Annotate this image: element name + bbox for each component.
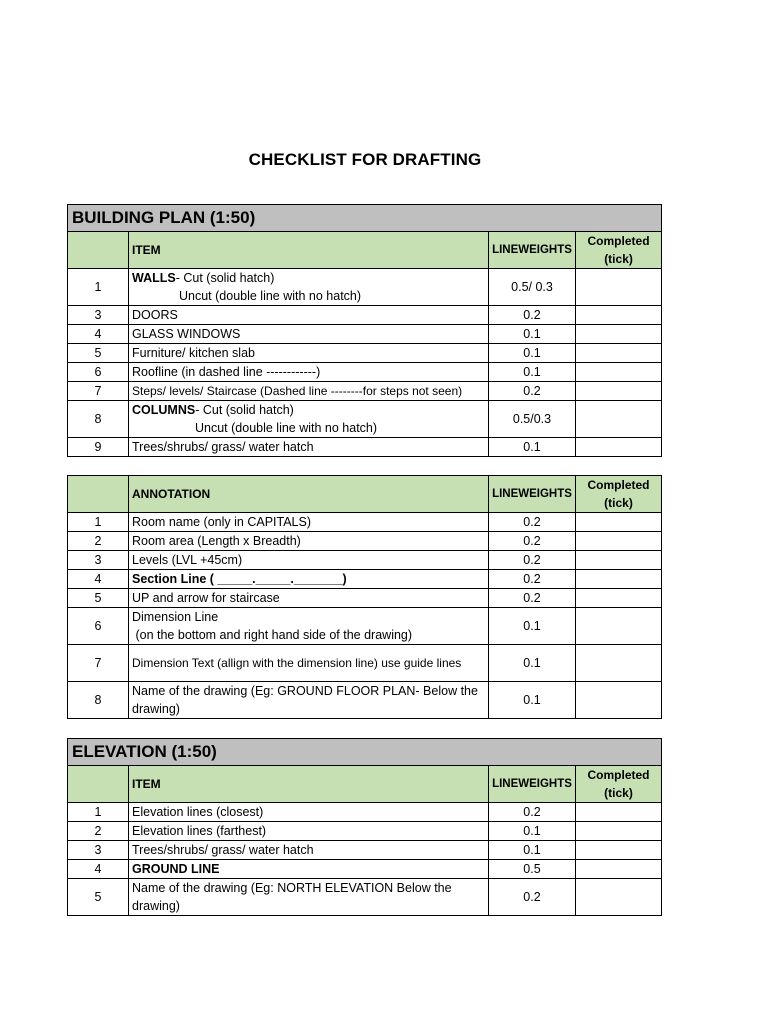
row-item: Trees/shrubs/ grass/ water hatch xyxy=(129,841,489,860)
row-num: 3 xyxy=(68,551,129,570)
header-completed xyxy=(576,476,662,513)
table-header xyxy=(68,476,662,513)
row-item: Levels (LVL +45cm) xyxy=(129,551,489,570)
header-completed-line2: (tick) xyxy=(604,786,633,800)
row-num: 4 xyxy=(68,860,129,879)
header-lineweights: LINEWEIGHTS xyxy=(489,232,576,269)
row-item: Name of the drawing (Eg: GROUND FLOOR PLAN- Below the drawing) xyxy=(129,682,489,719)
row-num: 8 xyxy=(68,682,129,719)
row-item-text: - Cut (solid hatch) xyxy=(175,271,275,285)
table-row xyxy=(68,570,662,589)
row-completed-cell[interactable] xyxy=(576,513,662,532)
row-item: GROUND LINE xyxy=(129,860,489,879)
row-completed-cell[interactable] xyxy=(576,570,662,589)
row-num: 6 xyxy=(68,608,129,645)
row-lineweight: 0.2 xyxy=(489,513,576,532)
section-title: BUILDING PLAN (1:50) xyxy=(68,205,662,232)
row-item: Room name (only in CAPITALS) xyxy=(129,513,489,532)
row-lineweight: 0.2 xyxy=(489,306,576,325)
row-lineweight: 0.1 xyxy=(489,438,576,457)
annotation-table xyxy=(67,475,661,719)
table-row xyxy=(68,879,662,916)
row-lineweight: 0.2 xyxy=(489,382,576,401)
row-item: DOORS xyxy=(129,306,489,325)
row-num: 6 xyxy=(68,363,129,382)
row-lineweight: 0.5 xyxy=(489,860,576,879)
row-item-text: Dimension Line xyxy=(132,610,219,624)
table-row xyxy=(68,344,662,363)
elevation-table xyxy=(67,738,661,916)
row-completed-cell[interactable] xyxy=(576,589,662,608)
table-row xyxy=(68,589,662,608)
table-row xyxy=(68,822,662,841)
table-row xyxy=(68,645,662,682)
header-num xyxy=(68,766,129,803)
row-completed-cell[interactable] xyxy=(576,822,662,841)
row-item xyxy=(129,269,489,306)
row-lineweight: 0.2 xyxy=(489,551,576,570)
header-lineweights: LINEWEIGHTS xyxy=(489,766,576,803)
row-num: 2 xyxy=(68,822,129,841)
page-title: CHECKLIST FOR DRAFTING xyxy=(248,150,482,169)
table-row xyxy=(68,325,662,344)
row-completed-cell[interactable] xyxy=(576,803,662,822)
row-lineweight: 0.1 xyxy=(489,325,576,344)
row-completed-cell[interactable] xyxy=(576,438,662,457)
row-num: 1 xyxy=(68,513,129,532)
table-row xyxy=(68,513,662,532)
table-row xyxy=(68,860,662,879)
table-header xyxy=(68,232,662,269)
row-num: 7 xyxy=(68,382,129,401)
row-num: 5 xyxy=(68,879,129,916)
row-num: 3 xyxy=(68,306,129,325)
row-lineweight: 0.1 xyxy=(489,344,576,363)
header-completed-line2: (tick) xyxy=(604,252,633,266)
row-completed-cell[interactable] xyxy=(576,879,662,916)
table-row xyxy=(68,608,662,645)
header-completed xyxy=(576,232,662,269)
row-num: 2 xyxy=(68,532,129,551)
header-item: ANNOTATION xyxy=(129,476,489,513)
row-lineweight: 0.2 xyxy=(489,570,576,589)
row-completed-cell[interactable] xyxy=(576,344,662,363)
row-lineweight: 0.1 xyxy=(489,608,576,645)
section-title: ELEVATION (1:50) xyxy=(68,739,662,766)
row-completed-cell[interactable] xyxy=(576,363,662,382)
row-lineweight: 0.2 xyxy=(489,879,576,916)
row-item: Roofline (in dashed line ------------) xyxy=(129,363,489,382)
row-lineweight: 0.5/0.3 xyxy=(489,401,576,438)
row-completed-cell[interactable] xyxy=(576,682,662,719)
row-num: 9 xyxy=(68,438,129,457)
row-completed-cell[interactable] xyxy=(576,401,662,438)
table-row xyxy=(68,682,662,719)
header-completed-line1: Completed xyxy=(587,234,650,248)
row-num: 5 xyxy=(68,589,129,608)
row-num: 5 xyxy=(68,344,129,363)
header-item: ITEM xyxy=(129,232,489,269)
table-row xyxy=(68,803,662,822)
row-item: Name of the drawing (Eg: NORTH ELEVATION Below the drawing) xyxy=(129,879,489,916)
header-item: ITEM xyxy=(129,766,489,803)
row-item-text: - Cut (solid hatch) xyxy=(195,403,294,417)
row-lineweight: 0.2 xyxy=(489,589,576,608)
row-completed-cell[interactable] xyxy=(576,645,662,682)
table-row xyxy=(68,363,662,382)
header-lineweights: LINEWEIGHTS xyxy=(489,476,576,513)
row-num: 1 xyxy=(68,803,129,822)
header-completed-line1: Completed xyxy=(587,768,650,782)
row-item-bold: COLUMNS xyxy=(132,403,196,417)
row-lineweight: 0.5/ 0.3 xyxy=(489,269,576,306)
row-item: Steps/ levels/ Staircase (Dashed line --------for steps not seen) xyxy=(129,382,489,401)
header-completed-line1: Completed xyxy=(587,478,650,492)
row-completed-cell[interactable] xyxy=(576,269,662,306)
building-plan-table xyxy=(67,204,661,457)
table-row xyxy=(68,532,662,551)
row-lineweight: 0.1 xyxy=(489,822,576,841)
header-completed-line2: (tick) xyxy=(604,496,633,510)
row-item-bold: WALLS xyxy=(132,271,176,285)
row-lineweight: 0.1 xyxy=(489,682,576,719)
row-num: 7 xyxy=(68,645,129,682)
row-item xyxy=(129,401,489,438)
row-num: 1 xyxy=(68,269,129,306)
row-completed-cell[interactable] xyxy=(576,306,662,325)
row-completed-cell[interactable] xyxy=(576,532,662,551)
row-completed-cell[interactable] xyxy=(576,608,662,645)
row-lineweight: 0.1 xyxy=(489,363,576,382)
table-row xyxy=(68,382,662,401)
row-completed-cell[interactable] xyxy=(576,325,662,344)
row-item: UP and arrow for staircase xyxy=(129,589,489,608)
row-item: Section Line ( _____._____._______) xyxy=(129,570,489,589)
row-item: Dimension Text (allign with the dimension line) use guide lines xyxy=(129,645,489,682)
row-item-text2: Uncut (double line with no hatch) xyxy=(195,421,378,435)
row-item: Trees/shrubs/ grass/ water hatch xyxy=(129,438,489,457)
row-num: 8 xyxy=(68,401,129,438)
table-header xyxy=(68,766,662,803)
row-item: Elevation lines (farthest) xyxy=(129,822,489,841)
row-num: 4 xyxy=(68,570,129,589)
table-row xyxy=(68,551,662,570)
header-num xyxy=(68,232,129,269)
row-completed-cell[interactable] xyxy=(576,841,662,860)
row-completed-cell[interactable] xyxy=(576,551,662,570)
row-lineweight: 0.1 xyxy=(489,645,576,682)
row-lineweight: 0.2 xyxy=(489,532,576,551)
row-num: 3 xyxy=(68,841,129,860)
header-num xyxy=(68,476,129,513)
row-item-text2: (on the bottom and right hand side of the drawing) xyxy=(132,628,413,642)
row-lineweight: 0.1 xyxy=(489,841,576,860)
row-item: Elevation lines (closest) xyxy=(129,803,489,822)
row-item xyxy=(129,608,489,645)
table-row xyxy=(68,306,662,325)
row-num: 4 xyxy=(68,325,129,344)
header-completed xyxy=(576,766,662,803)
row-item: GLASS WINDOWS xyxy=(129,325,489,344)
row-item: Furniture/ kitchen slab xyxy=(129,344,489,363)
table-row xyxy=(68,841,662,860)
table-row xyxy=(68,269,662,306)
row-item-text2: Uncut (double line with no hatch) xyxy=(179,289,362,303)
table-row xyxy=(68,401,662,438)
table-row xyxy=(68,438,662,457)
row-completed-cell[interactable] xyxy=(576,860,662,879)
row-item: Room area (Length x Breadth) xyxy=(129,532,489,551)
row-lineweight: 0.2 xyxy=(489,803,576,822)
row-completed-cell[interactable] xyxy=(576,382,662,401)
